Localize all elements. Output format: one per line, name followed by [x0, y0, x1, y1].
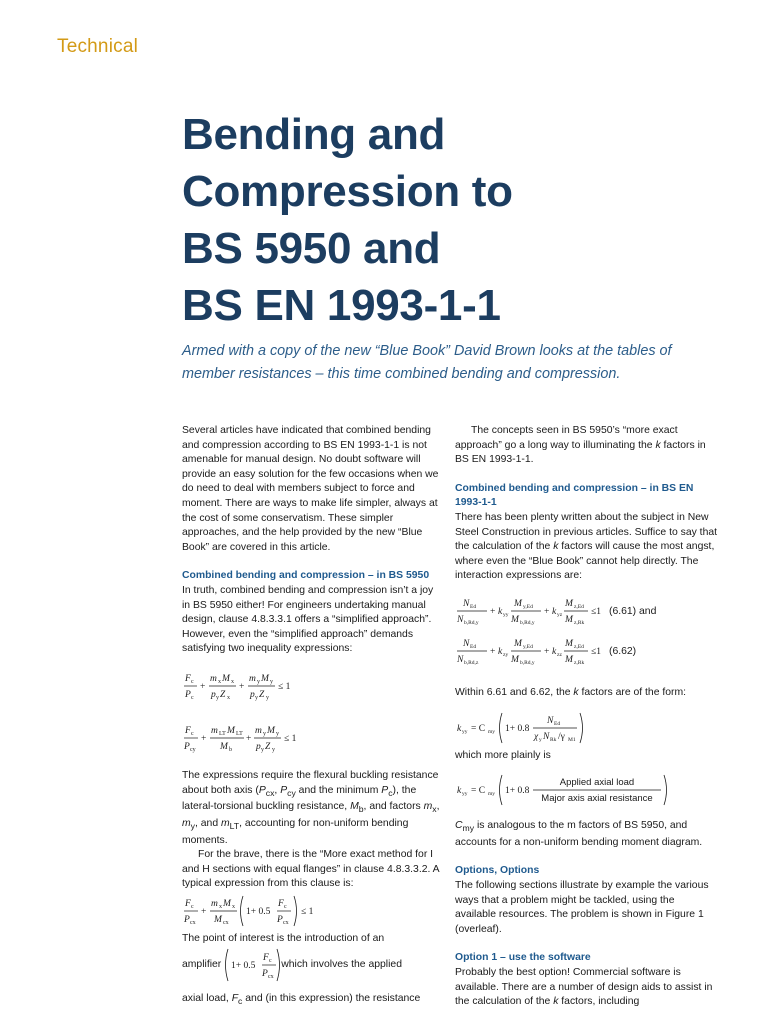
- svg-text:x: x: [231, 678, 234, 685]
- paragraph: Probably the best option! Commercial software is available. There are a number of design aids to assist in the calculation of the k factors, including: [455, 966, 713, 1008]
- svg-text:/γ: /γ: [558, 731, 565, 742]
- paragraph: axial load, $F_c$ and (in this expression) the resistance: [182, 993, 421, 1007]
- svg-text:M: M: [222, 673, 230, 684]
- equation-6-61: [455, 592, 717, 632]
- title-line: Bending and: [182, 110, 446, 159]
- plain-denominator: Major axis axial resistance: [541, 793, 653, 805]
- svg-text:N: N: [463, 598, 470, 609]
- svg-text:z,Rk: z,Rk: [574, 659, 585, 666]
- svg-text:≤ 1: ≤ 1: [301, 906, 314, 917]
- svg-text:P: P: [277, 914, 283, 925]
- left-column: [182, 424, 440, 1009]
- svg-text:c: c: [269, 958, 272, 965]
- svg-text:M: M: [565, 598, 573, 609]
- svg-text:z,Rk: z,Rk: [574, 619, 585, 626]
- svg-text:zz: zz: [557, 651, 562, 658]
- paragraph: The concepts seen in BS 5950’s “more exact approach” go a long way to illuminating the k factors in BS EN 1993-1-1.: [455, 425, 706, 466]
- equation-tag: (6.61) and: [609, 605, 657, 617]
- svg-text:P: P: [185, 689, 191, 700]
- svg-text:Ed: Ed: [554, 720, 561, 727]
- svg-text:c: c: [191, 730, 194, 737]
- svg-text:LT: LT: [219, 730, 226, 737]
- svg-text:k: k: [498, 606, 503, 617]
- paragraph: which more plainly is: [455, 749, 551, 761]
- svg-text:M: M: [267, 725, 275, 736]
- svg-text:+: +: [246, 733, 252, 744]
- svg-text:k: k: [552, 606, 557, 617]
- equation-tag: (6.62): [609, 645, 637, 657]
- svg-text:+: +: [239, 681, 245, 692]
- svg-text:p: p: [256, 741, 261, 752]
- svg-text:y: y: [272, 746, 275, 753]
- svg-text:M: M: [261, 673, 269, 684]
- paragraph: Several articles have indicated that combined bending and compression according to BS EN 1993-1-1 is not amenable for manual design. No doubt software will provide an easy solution for the few occasions when we do need to deal with members subject to force and moment. There are ways to make life simpler, always at the cost of some conservatism. These simpler approaches, and the help provided by the new “Blue Book” are covered in this article.: [182, 425, 439, 553]
- svg-text:1+ 0.5: 1+ 0.5: [231, 961, 256, 972]
- svg-text:yy: yy: [503, 611, 509, 618]
- svg-text:m: m: [211, 725, 218, 736]
- svg-text:≤1: ≤1: [591, 646, 601, 657]
- svg-text:F: F: [263, 953, 270, 964]
- svg-text:P: P: [184, 914, 190, 925]
- svg-text:x: x: [232, 903, 235, 910]
- svg-text:+: +: [201, 906, 207, 917]
- svg-text:y: y: [216, 694, 219, 701]
- svg-text:+: +: [490, 606, 496, 617]
- svg-text:N: N: [457, 654, 464, 665]
- svg-text:+: +: [544, 646, 550, 657]
- svg-text:M: M: [514, 598, 522, 609]
- svg-text:≤ 1: ≤ 1: [278, 681, 291, 692]
- svg-text:k: k: [498, 646, 503, 657]
- svg-text:k: k: [552, 646, 557, 657]
- equation-kyy-plain: [455, 771, 717, 811]
- svg-text:cy: cy: [190, 746, 196, 753]
- svg-text:1+ 0.8: 1+ 0.8: [505, 723, 530, 734]
- standfirst: Armed with a copy of the new “Blue Book” David Brown looks at the tables of member resistances – this time combined bending and compression.: [182, 343, 672, 382]
- svg-text:cx: cx: [268, 974, 274, 981]
- svg-text:M: M: [223, 898, 231, 909]
- equation-simplified-2: [182, 717, 440, 761]
- svg-text:k: k: [457, 786, 462, 797]
- svg-text:F: F: [185, 725, 191, 736]
- right-column: [455, 424, 717, 1010]
- paragraph: Within 6.61 and 6.62, the k factors are of the form:: [455, 686, 687, 698]
- svg-text:x: x: [227, 694, 230, 701]
- svg-text:m: m: [255, 725, 262, 736]
- paragraph: There has been plenty written about the subject in New Steel Construction in previous articles. Suffice to say that the calculation of the k factors will cause the most angst, where even the “Blue Book” cannot help directly. The interaction expressions are:: [455, 511, 718, 582]
- svg-text:= C: = C: [471, 723, 486, 734]
- svg-text:b,Rd,y: b,Rd,y: [520, 659, 535, 666]
- svg-text:m: m: [210, 673, 217, 684]
- amplifier-expression: [221, 946, 281, 984]
- svg-text:M: M: [565, 654, 573, 665]
- svg-text:+: +: [200, 681, 206, 692]
- svg-text:N: N: [463, 638, 470, 649]
- svg-text:M: M: [565, 614, 573, 625]
- svg-text:M: M: [220, 741, 228, 752]
- amplifier-text: amplifier: [182, 959, 222, 971]
- svg-text:x: x: [219, 903, 222, 910]
- svg-text:= C: = C: [471, 786, 486, 797]
- svg-text:my: my: [488, 791, 496, 798]
- subheading: Options, Options: [455, 865, 540, 877]
- svg-text:Z: Z: [259, 689, 265, 700]
- svg-text:y,Ed: y,Ed: [523, 643, 533, 650]
- svg-text:M: M: [214, 914, 222, 925]
- svg-text:y: y: [255, 694, 258, 701]
- paragraph: The following sections illustrate by example the various ways that a problem might be tackled, using the available resources. The problem is shown in Figure 1 (overleaf).: [455, 879, 709, 935]
- svg-text:b,Rd,y: b,Rd,y: [464, 619, 479, 626]
- svg-text:M: M: [514, 638, 522, 649]
- svg-text:Z: Z: [265, 741, 271, 752]
- svg-text:b: b: [229, 746, 232, 753]
- svg-text:my: my: [488, 728, 496, 735]
- svg-text:F: F: [278, 898, 284, 909]
- svg-text:P: P: [184, 741, 190, 752]
- svg-text:χ: χ: [534, 731, 539, 742]
- svg-text:P: P: [262, 969, 269, 980]
- svg-text:+: +: [490, 646, 496, 657]
- svg-text:y: y: [539, 736, 542, 743]
- svg-text:c: c: [191, 694, 194, 701]
- equation-kyy: [455, 709, 717, 749]
- svg-text:p: p: [250, 689, 255, 700]
- svg-text:1+ 0.8: 1+ 0.8: [505, 786, 530, 797]
- svg-text:M: M: [511, 614, 519, 625]
- section-label: Technical: [57, 36, 139, 57]
- paragraph: In truth, combined bending and compression isn’t a joy in BS 5950 either! For engineers undertaking manual design, clause 4.8.3.3.1 offers a “simplified approach”. However, even the “simplified approach” demands satisfying two inequality expressions:: [182, 584, 434, 655]
- paragraph: $C_{my}$ is analogous to the m factors of BS 5950, and accounts for a non-uniform bending moment diagram.: [455, 820, 703, 848]
- equation-more-exact: [182, 892, 440, 932]
- svg-text:M1: M1: [568, 736, 576, 743]
- svg-text:N: N: [547, 715, 554, 726]
- svg-text:c: c: [284, 903, 287, 910]
- svg-text:y: y: [270, 678, 273, 685]
- svg-text:y: y: [257, 678, 260, 685]
- amplifier-text: which involves the applied: [281, 959, 402, 971]
- svg-text:Ed: Ed: [470, 643, 477, 650]
- svg-text:y,Ed: y,Ed: [523, 603, 533, 610]
- svg-text:yz: yz: [557, 611, 563, 618]
- svg-text:Z: Z: [220, 689, 226, 700]
- svg-text:N: N: [543, 731, 550, 742]
- svg-text:yy: yy: [462, 791, 468, 798]
- svg-text:y: y: [261, 746, 264, 753]
- svg-text:x: x: [218, 678, 221, 685]
- title-line: Compression to: [182, 167, 513, 216]
- svg-text:p: p: [211, 689, 216, 700]
- svg-text:Ed: Ed: [470, 603, 477, 610]
- svg-text:1+ 0.5: 1+ 0.5: [246, 906, 271, 917]
- svg-text:b,Rd,y: b,Rd,y: [520, 619, 535, 626]
- svg-text:Rk: Rk: [550, 736, 557, 743]
- svg-text:F: F: [185, 673, 191, 684]
- equation-6-62: [455, 632, 717, 672]
- paragraph: For the brave, there is the “More exact method for I and H sections with equal flanges” in clause 4.8.3.3.2. A typical expression from this clause is:: [182, 849, 440, 890]
- svg-text:M: M: [227, 725, 235, 736]
- svg-text:cx: cx: [223, 919, 229, 926]
- svg-text:yy: yy: [462, 728, 468, 735]
- article-title: [182, 106, 742, 334]
- svg-text:≤1: ≤1: [591, 606, 601, 617]
- svg-text:LT: LT: [236, 730, 243, 737]
- svg-text:M: M: [511, 654, 519, 665]
- paragraph: The expressions require the flexural buckling resistance about both axis ($P_{cx}$, $P_{cy}$ and the minimum $P_c$), the lateral-torsional buckling resistance, $M_b$, and factors $m_x$, $m_y$, and $m_{LT}$, accounting for non-uniform bending moments.: [182, 769, 440, 846]
- svg-text:M: M: [565, 638, 573, 649]
- svg-text:k: k: [457, 723, 462, 734]
- svg-text:z,Ed: z,Ed: [574, 643, 584, 650]
- svg-text:y: y: [266, 694, 269, 701]
- svg-text:≤ 1: ≤ 1: [284, 733, 297, 744]
- subheading: Combined bending and compression – in BS 5950: [182, 570, 430, 582]
- svg-text:+: +: [201, 733, 207, 744]
- svg-text:c: c: [191, 903, 194, 910]
- svg-text:c: c: [191, 678, 194, 685]
- paragraph: The point of interest is the introduction of an: [182, 932, 385, 944]
- svg-text:y: y: [276, 730, 279, 737]
- subheading: Option 1 – use the software: [455, 952, 591, 964]
- svg-text:cx: cx: [283, 919, 289, 926]
- svg-text:cx: cx: [190, 919, 196, 926]
- svg-text:F: F: [185, 898, 191, 909]
- svg-text:z,Ed: z,Ed: [574, 603, 584, 610]
- title-line: BS EN 1993-1-1: [182, 281, 501, 330]
- svg-text:b,Rd,z: b,Rd,z: [464, 659, 479, 666]
- svg-text:y: y: [263, 730, 266, 737]
- equation-simplified-1: [182, 665, 440, 709]
- svg-text:m: m: [249, 673, 256, 684]
- svg-text:m: m: [211, 898, 218, 909]
- title-line: BS 5950 and: [182, 224, 441, 273]
- svg-text:+: +: [544, 606, 550, 617]
- svg-text:N: N: [457, 614, 464, 625]
- amplifier-line: [182, 946, 440, 984]
- svg-text:zy: zy: [503, 651, 509, 658]
- plain-numerator: Applied axial load: [559, 777, 635, 789]
- subheading: Combined bending and compression – in BS EN 1993-1-1: [455, 482, 694, 509]
